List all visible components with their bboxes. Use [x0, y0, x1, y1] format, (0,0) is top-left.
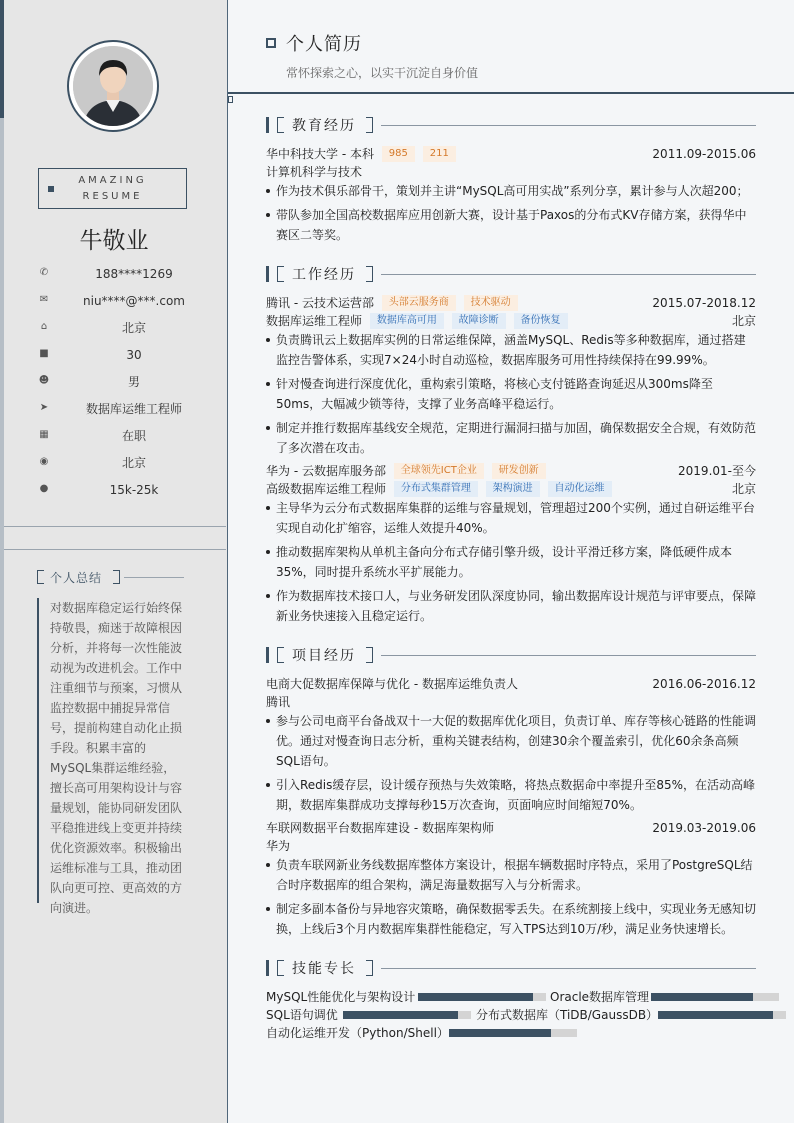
info-position: [0, 399, 228, 419]
list-item: 负责车联网新业务线数据库整体方案设计，根据车辆数据时序特点，采用了PostgreSQL结合时序数据库的组合架构，满足海量数据写入与分析需求。: [266, 855, 756, 895]
info-value: 15k-25k: [109, 483, 159, 497]
section-title: 工作经历: [292, 267, 356, 283]
avatar-photo: [73, 46, 153, 126]
tag: 分布式集群管理: [394, 481, 478, 497]
project-name: 电商大促数据库保障与优化 - 数据库运维负责人: [266, 677, 518, 691]
job-header: [266, 294, 756, 312]
info-value: 数据库运维工程师: [85, 402, 182, 416]
skill-bar: [343, 1011, 471, 1019]
tag: 研发创新: [492, 463, 546, 479]
list-item: 带队参加全国高校数据库应用创新大赛，设计基于Paxos的分布式KV存储方案，获得华中赛区二等奖。: [266, 205, 756, 245]
header-rule: [228, 92, 794, 94]
project-org: [266, 837, 756, 855]
bracket-right-icon: [366, 647, 373, 663]
info-value: 男: [127, 375, 140, 389]
info-value: 在职: [121, 429, 146, 443]
skill-bar: [418, 993, 546, 1001]
section-education: [266, 115, 756, 135]
company: 华为 - 云数据库服务部: [266, 464, 386, 478]
info-phone: [0, 264, 228, 284]
page-title: [266, 30, 362, 56]
section-title: 技能专长: [292, 961, 356, 977]
home-icon: ⌂: [40, 321, 48, 332]
skill-label: 分布式数据库（TiDB/GaussDB）: [476, 1008, 659, 1022]
list-item: 负责腾讯云上数据库实例的日常运维保障，涵盖MySQL、Redis等多种数据库，通过搭建监控告警体系，实现7×24小时自动巡检，数据库服务可用性持续保持在99.99%。: [266, 330, 756, 370]
info-age: [0, 345, 228, 365]
bracket-right-icon: [113, 570, 120, 584]
list-item: 参与公司电商平台备战双十一大促的数据库优化项目，负责订单、库存等核心链路的性能调优。通过对慢查询日志分析，重构关键表结构，创建30余个覆盖索引，优化60余条高频SQL语句。: [266, 711, 756, 771]
date: 2011.09-2015.06: [652, 147, 756, 161]
date: 2019.03-2019.06: [652, 821, 756, 835]
bracket-left-icon: [277, 266, 284, 282]
section-bar: [266, 117, 269, 133]
tag: 数据库高可用: [370, 313, 444, 329]
salary-icon: ●: [39, 483, 49, 494]
tag: 985: [382, 146, 415, 162]
company: 腾讯 - 云技术运营部: [266, 296, 374, 310]
mail-icon: ✉: [39, 294, 49, 305]
section-work: [266, 264, 756, 284]
summary-text: 对数据库稳定运行始终保持敬畏，痴迷于故障根因分析，并将每一次性能波动视为改进机会。工作中注重细节与预案，习惯从监控数据中捕捉异常信号，提前构建自动化止损手段。积累丰富的MySQL集群运维经验，擅长高可用架构设计与容量规划，能协同研发团队平稳推进线上变更并持续优化资源效率。积极输出运维标准与工具，推动团队向更可控、更高效的方向演进。: [37, 598, 187, 903]
info-location: [0, 453, 228, 473]
org: 腾讯: [266, 695, 291, 709]
bracket-left-icon: [277, 647, 284, 663]
date: 2015.07-2018.12: [652, 296, 756, 310]
tag: 全球领先ICT企业: [394, 463, 484, 479]
section-rule: [381, 655, 756, 656]
school: 华中科技大学 - 本科: [266, 147, 374, 161]
bracket-left-icon: [37, 570, 44, 584]
briefcase-icon: ▦: [39, 429, 49, 440]
bracket-right-icon: [366, 266, 373, 282]
section-skills: [266, 958, 756, 978]
list-item: 作为数据库技术接口人，与业务研发团队深度协同，输出数据库设计规范与评审要点，保障新业务快速接入且稳定运行。: [266, 586, 756, 626]
location-icon: ◉: [39, 456, 49, 467]
skill-label: MySQL性能优化与架构设计: [266, 990, 416, 1004]
person-name: 牛敬业: [79, 228, 149, 254]
list-item: 推动数据库架构从单机主备向分布式存储引擎升级，设计平滑迁移方案，降低硬件成本35%，同时提升系统水平扩展能力。: [266, 542, 756, 582]
list-item: 制定多副本备份与异地容灾策略，确保数据零丢失。在系统割接上线中，实现业务无感知切换，上线后3个月内数据库集群性能稳定，写入TPS达到10万/秒，满足业务快速增长。: [266, 899, 756, 939]
date: 2016.06-2016.12: [652, 677, 756, 691]
tag: 头部云服务商: [382, 295, 456, 311]
skill-bar: [658, 1011, 786, 1019]
tag: 211: [423, 146, 456, 162]
summary-heading: [37, 569, 187, 585]
skill-bar-fill: [651, 993, 753, 1001]
tag: 架构演进: [486, 481, 540, 497]
skill-bar-fill: [658, 1011, 773, 1019]
project-header: [266, 819, 756, 837]
section-bar: [266, 960, 269, 976]
job-role: [266, 312, 756, 330]
heading-rule: [124, 577, 184, 578]
project-name: 车联网数据平台数据库建设 - 数据库架构师: [266, 821, 494, 835]
amazing-resume-badge: [38, 168, 187, 209]
info-value: 30: [126, 348, 142, 362]
section-projects: [266, 645, 756, 665]
motto: 常怀探索之心，以实干沉淀自身价值: [286, 66, 479, 80]
skill-label: SQL语句调优: [266, 1008, 338, 1022]
list-item: 制定并推行数据库基线安全规范，定期进行漏洞扫描与加固，确保数据安全合规，有效防范了多次潜在攻击。: [266, 418, 756, 458]
org: 华为: [266, 839, 291, 853]
tag: 故障诊断: [452, 313, 506, 329]
tag: 备份恢复: [514, 313, 568, 329]
info-value: 北京: [121, 456, 146, 470]
skill-label: Oracle数据库管理: [550, 990, 650, 1004]
sidebar-accent-bar: [0, 0, 4, 1123]
project-header: [266, 675, 756, 693]
city: 北京: [731, 314, 756, 328]
info-home: [0, 318, 228, 338]
city: 北京: [731, 482, 756, 496]
cake-icon: ■: [39, 348, 49, 359]
job-header: [266, 462, 756, 480]
tag: 自动化运维: [548, 481, 612, 497]
section-rule: [381, 274, 756, 275]
skill-bar-fill: [343, 1011, 458, 1019]
sidebar-divider: [4, 526, 226, 527]
sidebar-accent-top: [0, 0, 4, 118]
bracket-right-icon: [366, 117, 373, 133]
education-major: [266, 163, 756, 181]
page-title-text: 个人简历: [286, 34, 362, 55]
summary-title: 个人总结: [50, 571, 103, 585]
info-gender: [0, 372, 228, 392]
job-role: [266, 480, 756, 498]
info-value: niu****@***.com: [83, 294, 185, 308]
section-rule: [381, 125, 756, 126]
info-email: [0, 291, 228, 311]
major: 计算机科学与技术: [266, 165, 363, 179]
list-item: 主导华为云分布式数据库集群的运维与容量规划，管理超过200个实例，通过自研运维平台实现自动化扩缩容，运维人效提升40%。: [266, 498, 756, 538]
phone-icon: ✆: [39, 267, 49, 278]
skill-bar-fill: [418, 993, 533, 1001]
sidebar-divider: [4, 549, 226, 550]
badge-text: AMAZING RESUME: [78, 175, 147, 202]
bracket-right-icon: [366, 960, 373, 976]
skill-bar-fill: [449, 1029, 551, 1037]
send-icon: ➤: [39, 402, 49, 413]
role: 数据库运维工程师: [266, 314, 363, 328]
project-org: [266, 693, 756, 711]
tag: 技术驱动: [464, 295, 518, 311]
bracket-left-icon: [277, 960, 284, 976]
list-item: 作为技术俱乐部骨干，策划并主讲“MySQL高可用实战”系列分享，累计参与人次超200；: [266, 181, 756, 201]
skill-bar: [449, 1029, 577, 1037]
section-bar: [266, 266, 269, 282]
sidebar: [0, 0, 228, 1123]
section-bar: [266, 647, 269, 663]
info-value: 北京: [121, 321, 146, 335]
section-title: 教育经历: [292, 118, 356, 134]
education-header: [266, 145, 756, 163]
list-item: 针对慢查询进行深度优化，重构索引策略，将核心支付链路查询延迟从300ms降至50ms，大幅减少锁等待，支撑了业务高峰平稳运行。: [266, 374, 756, 414]
gender-icon: ☻: [38, 375, 50, 386]
section-rule: [381, 968, 756, 969]
skill-label: 自动化运维开发（Python/Shell）: [266, 1026, 449, 1040]
skill-bar: [651, 993, 779, 1001]
avatar: [67, 40, 159, 132]
bracket-left-icon: [277, 117, 284, 133]
header-mark: [228, 96, 233, 103]
info-status: [0, 426, 228, 446]
info-salary: [0, 480, 228, 500]
list-item: 引入Redis缓存层，设计缓存预热与失效策略，将热点数据命中率提升至85%，在活动高峰期，数据库集群成功支撑每秒15万次查询，页面响应时间缩短70%。: [266, 775, 756, 815]
section-title: 项目经历: [292, 648, 356, 664]
date: 2019.01-至今: [678, 464, 756, 478]
role: 高级数据库运维工程师: [266, 482, 387, 496]
info-value: 188****1269: [95, 267, 173, 281]
badge-square-icon: [48, 186, 54, 192]
